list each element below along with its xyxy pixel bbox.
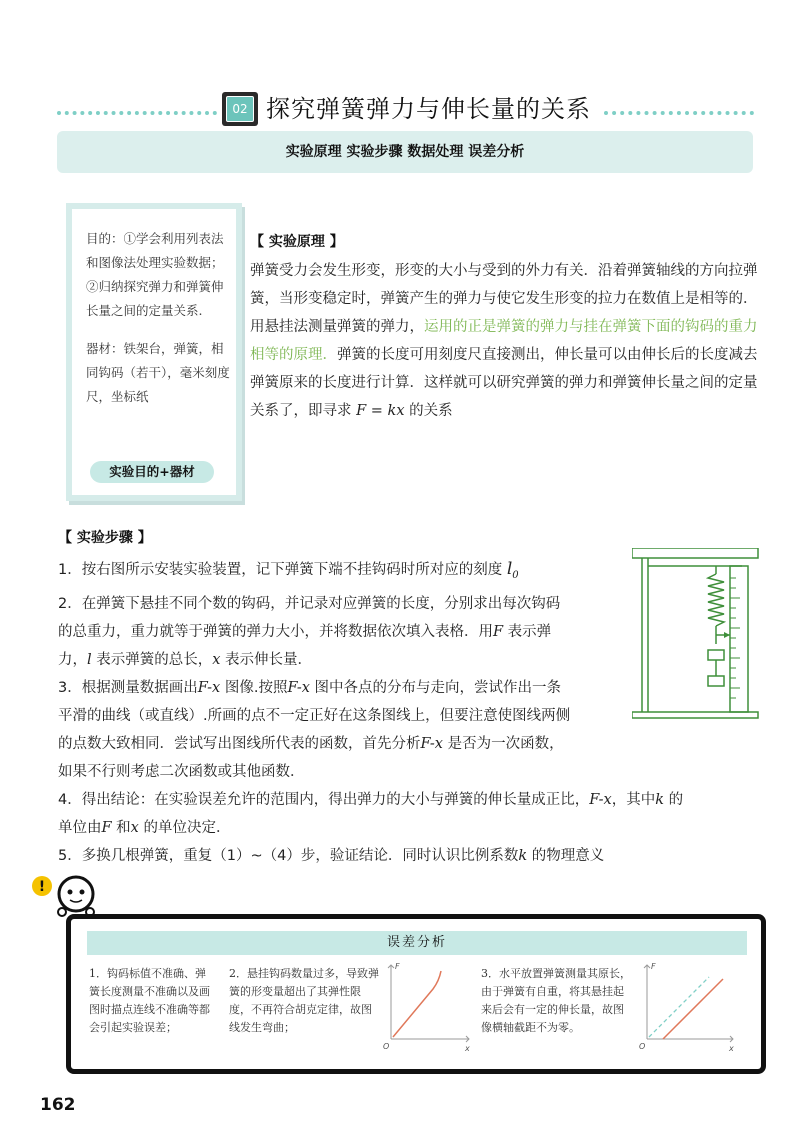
principle-p2-start: 用悬挂法测量弹簧的弹力，: [250, 319, 424, 335]
card-text: [86, 227, 231, 423]
error-analysis-heading: 误差分析: [87, 931, 747, 955]
step-2b-end: 表示弹: [503, 623, 552, 640]
equipment-text: 器材：铁架台，弹簧，相同钩码（若干），毫米刻度尺，坐标纸: [86, 341, 230, 404]
symbol-F: F: [493, 623, 504, 640]
hooke-formula: F = kx: [356, 403, 405, 419]
section-subtitle-bar: 实验原理 实验步骤 数据处理 误差分析: [57, 131, 753, 173]
axis-x-label: x: [729, 1044, 734, 1051]
symbol-fx: F-x: [197, 679, 221, 696]
graph-bent-line: [381, 959, 473, 1051]
mascot-warning-icon: [30, 872, 102, 920]
section-badge-number: 02: [226, 96, 254, 122]
symbol-x: x: [130, 819, 139, 836]
header-dotted-line-right: [604, 111, 754, 115]
principle-paragraph-2: [250, 313, 758, 425]
step-4a-start: 4．得出结论：在实验误差允许的范围内，得出弹力的大小与弹簧的伸长量成正比，: [58, 791, 590, 808]
step-3c-end: 是否为一次函数，: [443, 735, 564, 752]
step-4a-mid: ，其中: [611, 791, 656, 808]
step-3c-start: 的点数大致相同．尝试写出图线所代表的函数，首先分析: [58, 735, 421, 752]
axis-F-label: F: [651, 962, 656, 971]
origin-label: O: [639, 1042, 646, 1051]
card-label: 实验目的+器材: [90, 461, 214, 483]
step-3b: 平滑的曲线（或直线）.所画的点不一定正好在这条图线上，但要注意使图线两侧: [58, 707, 571, 724]
symbol-k: k: [518, 847, 528, 864]
error-analysis-box: [66, 914, 766, 1074]
step-2a: 2．在弹簧下悬挂不同个数的钩码，并记录对应弹簧的长度，分别求出每次钩码: [58, 595, 561, 612]
purpose-text: 目的：①学会利用列表法和图像法处理实验数据；②归纳探究弹力和弹簧伸长量之间的定量关系.: [86, 231, 224, 318]
symbol-k: k: [655, 791, 665, 808]
step-4b-end: 的单位决定．: [138, 819, 231, 836]
purpose-equipment-card: [66, 203, 242, 501]
spring-apparatus-illustration: [632, 548, 762, 720]
step-5: [58, 842, 758, 870]
step-1-subscript: 0: [512, 569, 519, 581]
step-4b-start: 单位由: [58, 819, 102, 836]
symbol-fx: F-x: [420, 735, 443, 752]
step-2b-text: 的总重力，重力就等于弹簧的弹力大小，并将数据依次填入表格．用: [58, 623, 493, 640]
symbol-fx: F-x: [287, 679, 310, 696]
step-5-start: 5．多换几根弹簧，重复（1）~（4）步，验证结论．同时认识比例系数: [58, 847, 519, 864]
axis-x-label: x: [465, 1044, 470, 1051]
step-2c-mid: 表示弹簧的总长，: [91, 651, 213, 668]
section-badge: [222, 92, 258, 126]
step-4b-mid: 和: [111, 819, 131, 836]
step-4a-end: 的: [664, 791, 684, 808]
section-title: 探究弹簧弹力与伸长量的关系: [266, 95, 591, 123]
step-4b: [58, 814, 758, 842]
step-2c-end: 表示伸长量．: [220, 651, 313, 668]
axis-F-label: F: [395, 962, 400, 971]
step-4a: [58, 786, 758, 814]
graph-offset-line: [637, 959, 737, 1051]
svg-text:!: !: [38, 879, 46, 895]
symbol-F: F: [101, 819, 112, 836]
symbol-x: x: [212, 651, 221, 668]
symbol-fx: F-x: [589, 791, 612, 808]
step-1-symbol: l: [506, 559, 513, 579]
step-2c-start: 力，: [58, 651, 87, 668]
header-dotted-line-left: [57, 111, 217, 115]
step-3d: 如果不行则考虑二次函数或其他函数．: [58, 763, 305, 780]
principle-section: [250, 231, 758, 425]
error-item-1: 1．钩码标值不准确、弹簧长度测量不准确以及画图时描点连线不准确等都会引起实验误差；: [89, 967, 210, 1034]
step-3a-mid: 图像.按照: [220, 679, 288, 696]
step-3a-start: 3．根据测量数据画出: [58, 679, 198, 696]
step-1-text: 1．按右图所示安装实验装置，记下弹簧下端不挂钩码时所对应的刻度: [58, 562, 503, 578]
principle-p2-end: 的关系: [404, 403, 453, 419]
principle-paragraph-1: 弹簧受力会发生形变，形变的大小与受到的外力有关．沿着弹簧轴线的方向拉弹簧，当形变稳定时，弹簧产生的弹力与使它发生形变的拉力在数值上是相等的．: [250, 263, 758, 307]
step-3a-end: 图中各点的分布与走向，尝试作出一条: [309, 679, 562, 696]
principle-heading: 【 实验原理 】: [250, 234, 344, 250]
step-3c: [58, 730, 758, 758]
principle-p2-middle: 弹簧的长度可用刻度尺直接测出，伸长量可以由伸长后的长度减去弹簧原来的长度进行计算．这样就可以研究弹簧的弹力和弹簧伸长量之间的定量关系了，即寻求: [250, 347, 758, 419]
page-number: 162: [40, 1095, 76, 1115]
error-item-2: 2．悬挂钩码数量过多，导致弹簧的形变量超出了其弹性限度，不再符合胡克定律，故图线发生弯曲；: [229, 967, 379, 1034]
symbol-l: l: [87, 651, 92, 668]
step-5-end: 的物理意义: [527, 847, 605, 864]
steps-heading: 【 实验步骤 】: [58, 530, 152, 546]
origin-label: O: [383, 1042, 390, 1051]
error-item-3: 3．水平放置弹簧测量其原长，由于弹簧有自重，将其悬挂起来后会有一定的伸长量，故图像横轴截距不为零。: [481, 967, 631, 1034]
principle-p2-highlight: 运用的正是弹簧的弹力与挂在弹簧下面的钩码的重力相等的原理．: [250, 319, 758, 363]
